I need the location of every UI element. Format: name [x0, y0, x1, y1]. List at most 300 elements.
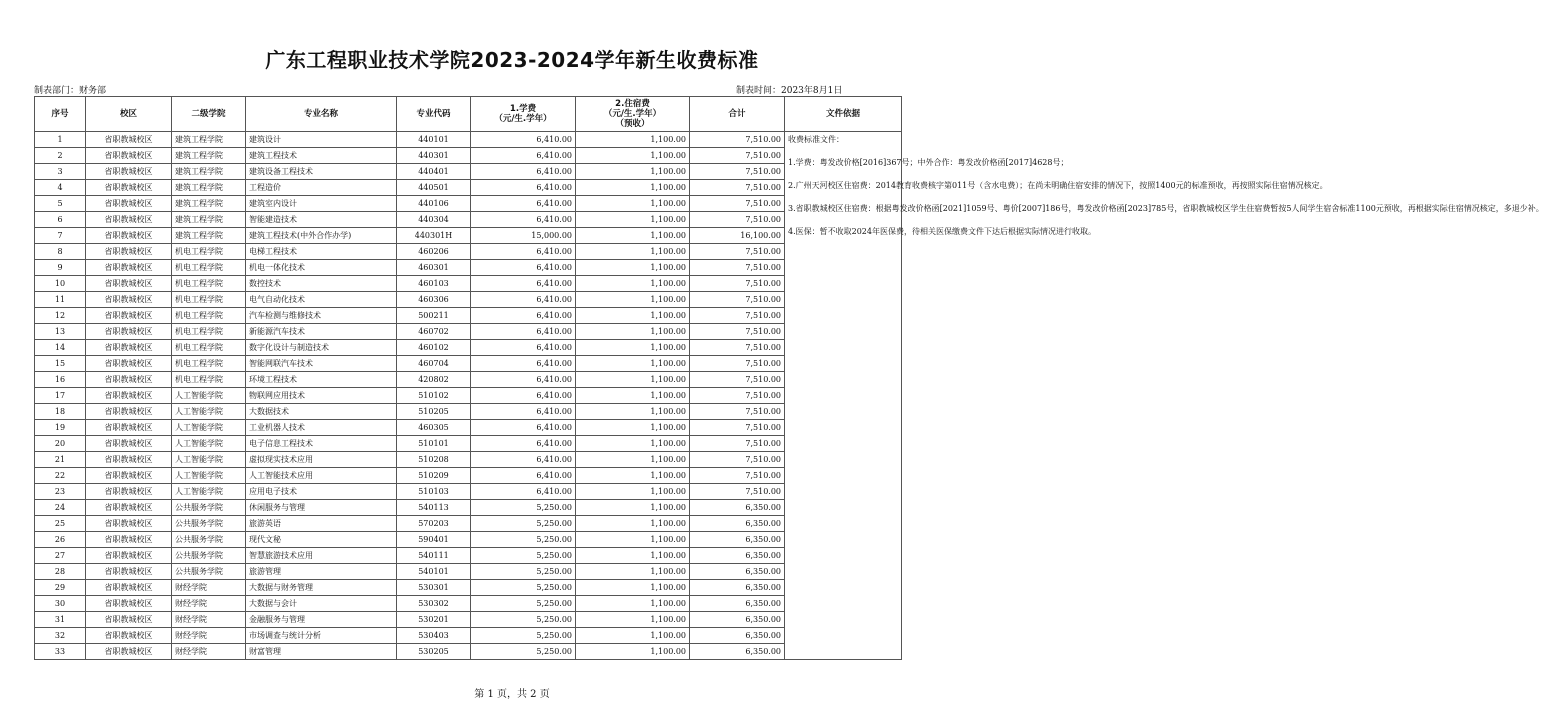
cell-total: 6,350.00 — [690, 644, 785, 660]
cell-seq: 7 — [35, 228, 86, 244]
cell-major: 工程造价 — [246, 180, 397, 196]
cell-code: 590401 — [397, 532, 471, 548]
table-row — [35, 308, 902, 324]
cell-total: 7,510.00 — [690, 180, 785, 196]
cell-major: 新能源汽车技术 — [246, 324, 397, 340]
cell-seq: 9 — [35, 260, 86, 276]
page-footer: 第 1 页，共 2 页 — [474, 689, 550, 700]
basis-note: 4.医保：暂不收取2024年医保费，待相关医保缴费文件下达后根据实际情况进行收取。 — [788, 227, 1096, 236]
cell-code: 510208 — [397, 452, 471, 468]
cell-seq: 22 — [35, 468, 86, 484]
cell-major: 建筑工程技术(中外合作办学) — [246, 228, 397, 244]
table-row — [35, 564, 902, 580]
cell-college: 机电工程学院 — [172, 276, 246, 292]
cell-code: 440301H — [397, 228, 471, 244]
cell-campus: 省职教城校区 — [86, 404, 172, 420]
basis-note: 收费标准文件： — [788, 135, 844, 144]
cell-major: 大数据技术 — [246, 404, 397, 420]
cell-tuition: 6,410.00 — [471, 372, 576, 388]
cell-tuition: 6,410.00 — [471, 244, 576, 260]
header-total: 合计 — [690, 97, 785, 132]
cell-college: 人工智能学院 — [172, 420, 246, 436]
cell-seq: 32 — [35, 628, 86, 644]
header-lodging-line3: （预收） — [615, 119, 650, 129]
table-row — [35, 148, 902, 164]
cell-campus: 省职教城校区 — [86, 628, 172, 644]
table-row — [35, 244, 902, 260]
cell-tuition: 5,250.00 — [471, 596, 576, 612]
header-lodging-line2: （元/生.学年） — [603, 109, 662, 119]
basis-note: 3.省职教城校区住宿费：根据粤发改价格函[2021]1059号、粤价[2007]186号，粤发改价格函[2023]785号，省职教城校区学生住宿费暂按5人间学生宿舍标准1100元预收，再根据实际住宿情况核定，多退少补。 — [788, 204, 1544, 213]
table-row — [35, 292, 902, 308]
cell-code: 510209 — [397, 468, 471, 484]
cell-lodging: 1,100.00 — [576, 436, 690, 452]
cell-campus: 省职教城校区 — [86, 308, 172, 324]
cell-tuition: 6,410.00 — [471, 276, 576, 292]
cell-seq: 21 — [35, 452, 86, 468]
cell-college: 建筑工程学院 — [172, 212, 246, 228]
table-row — [35, 548, 902, 564]
cell-lodging: 1,100.00 — [576, 612, 690, 628]
header-college: 二级学院 — [172, 97, 246, 132]
cell-total: 7,510.00 — [690, 420, 785, 436]
cell-major: 休闲服务与管理 — [246, 500, 397, 516]
table-row — [35, 436, 902, 452]
cell-tuition: 6,410.00 — [471, 420, 576, 436]
cell-campus: 省职教城校区 — [86, 564, 172, 580]
cell-college: 公共服务学院 — [172, 532, 246, 548]
cell-tuition: 5,250.00 — [471, 644, 576, 660]
cell-campus: 省职教城校区 — [86, 228, 172, 244]
cell-code: 570203 — [397, 516, 471, 532]
cell-tuition: 6,410.00 — [471, 132, 576, 148]
cell-college: 人工智能学院 — [172, 404, 246, 420]
cell-total: 7,510.00 — [690, 308, 785, 324]
cell-lodging: 1,100.00 — [576, 356, 690, 372]
page-title: 广东工程职业技术学院2023-2024学年新生收费标准 — [265, 48, 759, 72]
cell-seq: 15 — [35, 356, 86, 372]
table-row — [35, 276, 902, 292]
cell-lodging: 1,100.00 — [576, 484, 690, 500]
basis-note: 1.学费：粤发改价格[2016]367号；中外合作：粤发改价格函[2017]4628号； — [788, 158, 1069, 167]
cell-campus: 省职教城校区 — [86, 436, 172, 452]
cell-seq: 5 — [35, 196, 86, 212]
cell-lodging: 1,100.00 — [576, 324, 690, 340]
cell-code: 540101 — [397, 564, 471, 580]
cell-tuition: 5,250.00 — [471, 532, 576, 548]
cell-major: 建筑设计 — [246, 132, 397, 148]
cell-seq: 2 — [35, 148, 86, 164]
table-row — [35, 356, 902, 372]
table-row — [35, 596, 902, 612]
cell-code: 460704 — [397, 356, 471, 372]
cell-code: 420802 — [397, 372, 471, 388]
cell-lodging: 1,100.00 — [576, 260, 690, 276]
cell-college: 公共服务学院 — [172, 548, 246, 564]
cell-college: 机电工程学院 — [172, 244, 246, 260]
cell-total: 7,510.00 — [690, 244, 785, 260]
cell-total: 6,350.00 — [690, 628, 785, 644]
cell-code: 530403 — [397, 628, 471, 644]
cell-lodging: 1,100.00 — [576, 596, 690, 612]
cell-lodging: 1,100.00 — [576, 516, 690, 532]
cell-code: 530301 — [397, 580, 471, 596]
cell-college: 人工智能学院 — [172, 468, 246, 484]
cell-seq: 26 — [35, 532, 86, 548]
cell-total: 7,510.00 — [690, 404, 785, 420]
table-row — [35, 132, 902, 148]
cell-seq: 12 — [35, 308, 86, 324]
header-lodging-line1: 2.住宿费 — [615, 99, 650, 109]
cell-lodging: 1,100.00 — [576, 644, 690, 660]
table-row — [35, 500, 902, 516]
cell-major: 市场调查与统计分析 — [246, 628, 397, 644]
cell-tuition: 6,410.00 — [471, 212, 576, 228]
table-row — [35, 532, 902, 548]
cell-lodging: 1,100.00 — [576, 388, 690, 404]
cell-lodging: 1,100.00 — [576, 196, 690, 212]
header-lodging — [576, 97, 690, 132]
cell-major: 应用电子技术 — [246, 484, 397, 500]
table-row — [35, 212, 902, 228]
cell-tuition: 6,410.00 — [471, 180, 576, 196]
cell-college: 机电工程学院 — [172, 340, 246, 356]
cell-lodging: 1,100.00 — [576, 404, 690, 420]
cell-campus: 省职教城校区 — [86, 164, 172, 180]
cell-lodging: 1,100.00 — [576, 244, 690, 260]
cell-lodging: 1,100.00 — [576, 148, 690, 164]
header-campus: 校区 — [86, 97, 172, 132]
cell-tuition: 6,410.00 — [471, 148, 576, 164]
cell-college: 机电工程学院 — [172, 356, 246, 372]
table-row — [35, 228, 902, 244]
cell-major: 人工智能技术应用 — [246, 468, 397, 484]
cell-code: 540111 — [397, 548, 471, 564]
cell-tuition: 6,410.00 — [471, 484, 576, 500]
cell-major: 金融服务与管理 — [246, 612, 397, 628]
cell-campus: 省职教城校区 — [86, 644, 172, 660]
cell-campus: 省职教城校区 — [86, 420, 172, 436]
cell-lodging: 1,100.00 — [576, 628, 690, 644]
cell-college: 建筑工程学院 — [172, 228, 246, 244]
cell-major: 旅游英语 — [246, 516, 397, 532]
cell-tuition: 6,410.00 — [471, 196, 576, 212]
cell-total: 6,350.00 — [690, 516, 785, 532]
fee-table — [34, 96, 1544, 660]
fee-table-body — [35, 132, 1544, 660]
cell-campus: 省职教城校区 — [86, 548, 172, 564]
cell-campus: 省职教城校区 — [86, 468, 172, 484]
cell-tuition: 6,410.00 — [471, 468, 576, 484]
table-row — [35, 452, 902, 468]
cell-seq: 17 — [35, 388, 86, 404]
cell-total: 7,510.00 — [690, 212, 785, 228]
header-basis: 文件依据 — [785, 97, 902, 132]
header-tuition — [471, 97, 576, 132]
cell-seq: 27 — [35, 548, 86, 564]
cell-seq: 14 — [35, 340, 86, 356]
cell-major: 电梯工程技术 — [246, 244, 397, 260]
cell-lodging: 1,100.00 — [576, 548, 690, 564]
cell-lodging: 1,100.00 — [576, 132, 690, 148]
cell-total: 7,510.00 — [690, 436, 785, 452]
cell-major: 电气自动化技术 — [246, 292, 397, 308]
cell-campus: 省职教城校区 — [86, 516, 172, 532]
cell-seq: 23 — [35, 484, 86, 500]
cell-major: 建筑工程技术 — [246, 148, 397, 164]
cell-major: 物联网应用技术 — [246, 388, 397, 404]
cell-seq: 6 — [35, 212, 86, 228]
cell-major: 智能建造技术 — [246, 212, 397, 228]
cell-code: 460206 — [397, 244, 471, 260]
cell-code: 440304 — [397, 212, 471, 228]
cell-seq: 31 — [35, 612, 86, 628]
cell-campus: 省职教城校区 — [86, 452, 172, 468]
cell-code: 440301 — [397, 148, 471, 164]
cell-code: 510101 — [397, 436, 471, 452]
cell-college: 财经学院 — [172, 580, 246, 596]
cell-total: 7,510.00 — [690, 452, 785, 468]
cell-seq: 25 — [35, 516, 86, 532]
cell-code: 530205 — [397, 644, 471, 660]
cell-campus: 省职教城校区 — [86, 148, 172, 164]
cell-campus: 省职教城校区 — [86, 612, 172, 628]
cell-tuition: 6,410.00 — [471, 324, 576, 340]
cell-college: 建筑工程学院 — [172, 164, 246, 180]
cell-college: 财经学院 — [172, 644, 246, 660]
cell-major: 智能网联汽车技术 — [246, 356, 397, 372]
cell-tuition: 6,410.00 — [471, 452, 576, 468]
header-row — [35, 97, 902, 132]
cell-college: 财经学院 — [172, 612, 246, 628]
cell-code: 530302 — [397, 596, 471, 612]
cell-seq: 4 — [35, 180, 86, 196]
cell-seq: 29 — [35, 580, 86, 596]
cell-college: 人工智能学院 — [172, 452, 246, 468]
cell-tuition: 6,410.00 — [471, 260, 576, 276]
cell-lodging: 1,100.00 — [576, 564, 690, 580]
cell-total: 7,510.00 — [690, 276, 785, 292]
cell-campus: 省职教城校区 — [86, 180, 172, 196]
table-row — [35, 580, 902, 596]
table-row — [35, 260, 902, 276]
cell-college: 财经学院 — [172, 596, 246, 612]
cell-lodging: 1,100.00 — [576, 580, 690, 596]
cell-total: 7,510.00 — [690, 164, 785, 180]
cell-total: 16,100.00 — [690, 228, 785, 244]
basis-notes — [785, 132, 1544, 660]
cell-total: 7,510.00 — [690, 324, 785, 340]
cell-campus: 省职教城校区 — [86, 244, 172, 260]
cell-total: 6,350.00 — [690, 564, 785, 580]
cell-seq: 11 — [35, 292, 86, 308]
table-row — [35, 388, 902, 404]
cell-total: 7,510.00 — [690, 196, 785, 212]
cell-major: 汽车检测与维修技术 — [246, 308, 397, 324]
cell-lodging: 1,100.00 — [576, 180, 690, 196]
cell-code: 460103 — [397, 276, 471, 292]
cell-major: 建筑室内设计 — [246, 196, 397, 212]
cell-total: 6,350.00 — [690, 596, 785, 612]
header-tuition-line1: 1.学费 — [509, 104, 537, 114]
cell-major: 建筑设备工程技术 — [246, 164, 397, 180]
cell-code: 500211 — [397, 308, 471, 324]
cell-college: 机电工程学院 — [172, 292, 246, 308]
cell-seq: 16 — [35, 372, 86, 388]
cell-tuition: 5,250.00 — [471, 628, 576, 644]
cell-total: 7,510.00 — [690, 388, 785, 404]
cell-campus: 省职教城校区 — [86, 356, 172, 372]
cell-campus: 省职教城校区 — [86, 324, 172, 340]
cell-seq: 28 — [35, 564, 86, 580]
cell-lodging: 1,100.00 — [576, 468, 690, 484]
cell-major: 机电一体化技术 — [246, 260, 397, 276]
cell-tuition: 15,000.00 — [471, 228, 576, 244]
header-seq: 序号 — [35, 97, 86, 132]
cell-code: 460305 — [397, 420, 471, 436]
cell-lodging: 1,100.00 — [576, 164, 690, 180]
cell-campus: 省职教城校区 — [86, 580, 172, 596]
cell-tuition: 5,250.00 — [471, 548, 576, 564]
cell-total: 7,510.00 — [690, 132, 785, 148]
cell-major: 财富管理 — [246, 644, 397, 660]
cell-major: 虚拟现实技术应用 — [246, 452, 397, 468]
cell-seq: 13 — [35, 324, 86, 340]
table-row — [35, 628, 902, 644]
cell-tuition: 6,410.00 — [471, 340, 576, 356]
cell-tuition: 5,250.00 — [471, 612, 576, 628]
cell-lodging: 1,100.00 — [576, 340, 690, 356]
cell-college: 机电工程学院 — [172, 372, 246, 388]
cell-tuition: 6,410.00 — [471, 356, 576, 372]
table-row — [35, 644, 902, 660]
cell-major: 工业机器人技术 — [246, 420, 397, 436]
cell-lodging: 1,100.00 — [576, 532, 690, 548]
cell-campus: 省职教城校区 — [86, 292, 172, 308]
cell-total: 7,510.00 — [690, 260, 785, 276]
cell-campus: 省职教城校区 — [86, 212, 172, 228]
cell-major: 大数据与财务管理 — [246, 580, 397, 596]
cell-campus: 省职教城校区 — [86, 196, 172, 212]
table-row — [35, 180, 902, 196]
cell-code: 440501 — [397, 180, 471, 196]
cell-code: 540113 — [397, 500, 471, 516]
cell-code: 460301 — [397, 260, 471, 276]
cell-campus: 省职教城校区 — [86, 132, 172, 148]
cell-total: 7,510.00 — [690, 148, 785, 164]
cell-code: 510205 — [397, 404, 471, 420]
cell-college: 建筑工程学院 — [172, 132, 246, 148]
header-tuition-line2: （元/生.学年） — [494, 114, 552, 124]
cell-code: 440106 — [397, 196, 471, 212]
cell-college: 机电工程学院 — [172, 308, 246, 324]
cell-tuition: 6,410.00 — [471, 292, 576, 308]
cell-total: 7,510.00 — [690, 372, 785, 388]
cell-seq: 24 — [35, 500, 86, 516]
cell-major: 大数据与会计 — [246, 596, 397, 612]
cell-seq: 1 — [35, 132, 86, 148]
cell-lodging: 1,100.00 — [576, 420, 690, 436]
cell-college: 人工智能学院 — [172, 436, 246, 452]
cell-total: 7,510.00 — [690, 468, 785, 484]
cell-college: 公共服务学院 — [172, 500, 246, 516]
cell-lodging: 1,100.00 — [576, 372, 690, 388]
cell-total: 6,350.00 — [690, 532, 785, 548]
cell-seq: 10 — [35, 276, 86, 292]
cell-campus: 省职教城校区 — [86, 340, 172, 356]
cell-college: 建筑工程学院 — [172, 196, 246, 212]
cell-college: 公共服务学院 — [172, 516, 246, 532]
cell-seq: 8 — [35, 244, 86, 260]
cell-code: 440401 — [397, 164, 471, 180]
cell-total: 7,510.00 — [690, 356, 785, 372]
cell-code: 440101 — [397, 132, 471, 148]
table-row — [35, 612, 902, 628]
cell-lodging: 1,100.00 — [576, 276, 690, 292]
cell-total: 6,350.00 — [690, 500, 785, 516]
cell-major: 数字化设计与制造技术 — [246, 340, 397, 356]
cell-campus: 省职教城校区 — [86, 596, 172, 612]
cell-total: 6,350.00 — [690, 580, 785, 596]
cell-campus: 省职教城校区 — [86, 532, 172, 548]
cell-major: 环境工程技术 — [246, 372, 397, 388]
cell-total: 6,350.00 — [690, 612, 785, 628]
cell-seq: 18 — [35, 404, 86, 420]
cell-college: 公共服务学院 — [172, 564, 246, 580]
basis-note: 2.广州天河校区住宿费：2014教育收费核字第011号（含水电费）；在尚未明确住宿安排的情况下，按照1400元的标准预收，再按照实际住宿情况核定。 — [788, 181, 1328, 190]
cell-campus: 省职教城校区 — [86, 500, 172, 516]
cell-college: 机电工程学院 — [172, 324, 246, 340]
cell-lodging: 1,100.00 — [576, 452, 690, 468]
cell-seq: 3 — [35, 164, 86, 180]
cell-seq: 20 — [35, 436, 86, 452]
date-label: 制表时间：2023年8月1日 — [736, 86, 843, 96]
table-row — [35, 372, 902, 388]
cell-code: 510103 — [397, 484, 471, 500]
cell-tuition: 6,410.00 — [471, 308, 576, 324]
cell-tuition: 5,250.00 — [471, 516, 576, 532]
table-row — [35, 340, 902, 356]
cell-tuition: 6,410.00 — [471, 436, 576, 452]
cell-tuition: 5,250.00 — [471, 564, 576, 580]
cell-lodging: 1,100.00 — [576, 228, 690, 244]
cell-code: 460306 — [397, 292, 471, 308]
cell-college: 建筑工程学院 — [172, 180, 246, 196]
cell-college: 人工智能学院 — [172, 484, 246, 500]
cell-college: 人工智能学院 — [172, 388, 246, 404]
table-row — [35, 324, 902, 340]
department-label: 制表部门：财务部 — [34, 86, 107, 96]
cell-lodging: 1,100.00 — [576, 292, 690, 308]
cell-college: 建筑工程学院 — [172, 148, 246, 164]
cell-tuition: 6,410.00 — [471, 164, 576, 180]
table-row — [35, 196, 902, 212]
cell-code: 510102 — [397, 388, 471, 404]
table-row — [35, 420, 902, 436]
cell-campus: 省职教城校区 — [86, 388, 172, 404]
table-row — [35, 484, 902, 500]
cell-campus: 省职教城校区 — [86, 484, 172, 500]
cell-college: 机电工程学院 — [172, 260, 246, 276]
cell-seq: 33 — [35, 644, 86, 660]
cell-major: 现代文秘 — [246, 532, 397, 548]
cell-major: 电子信息工程技术 — [246, 436, 397, 452]
cell-code: 530201 — [397, 612, 471, 628]
cell-total: 6,350.00 — [690, 548, 785, 564]
cell-tuition: 6,410.00 — [471, 404, 576, 420]
header-major: 专业名称 — [246, 97, 397, 132]
table-row — [35, 404, 902, 420]
